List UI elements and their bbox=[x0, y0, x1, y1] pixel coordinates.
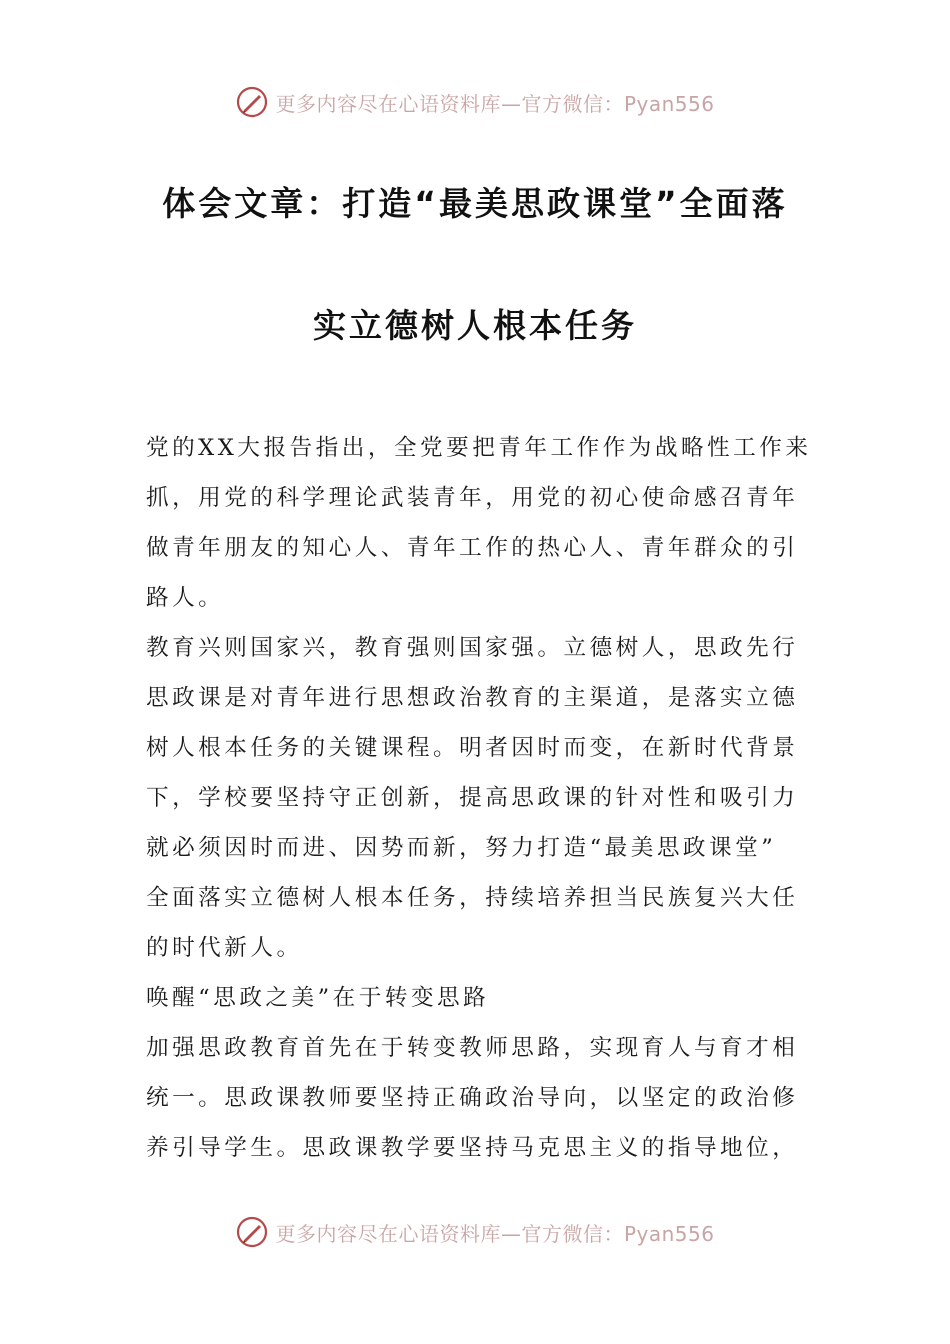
body-line: 做青年朋友的知心人、青年工作的热心人、青年群众的引 bbox=[146, 535, 799, 561]
body-line: 路人。 bbox=[146, 585, 225, 611]
footer-watermark bbox=[0, 1212, 950, 1252]
document-title-line-2: 实立德树人根本任务 bbox=[313, 306, 637, 345]
body-line: 就必须因时而进、因势而新，努力打造“最美思政课堂” bbox=[146, 835, 777, 861]
body-line: 全面落实立德树人根本任务，持续培养担当民族复兴大任 bbox=[146, 885, 799, 911]
body-line: 下，学校要坚持守正创新，提高思政课的针对性和吸引力 bbox=[146, 785, 799, 811]
body-line: 统一。思政课教师要坚持正确政治导向，以坚定的政治修 bbox=[146, 1085, 799, 1111]
body-line: 抓，用党的科学理论武装青年，用党的初心使命感召青年 bbox=[146, 485, 799, 511]
section-heading: 唤醒“思政之美”在于转变思路 bbox=[146, 985, 490, 1011]
body-line: 加强思政教育首先在于转变教师思路，实现育人与育才相 bbox=[146, 1035, 799, 1061]
document-body bbox=[146, 423, 810, 1173]
body-line: 教育兴则国家兴，教育强则国家强。立德树人，思政先行 bbox=[146, 635, 799, 661]
pen-logo-icon bbox=[235, 85, 269, 119]
body-line: 思政课是对青年进行思想政治教育的主渠道，是落实立德 bbox=[146, 685, 799, 711]
body-line: 养引导学生。思政课教学要坚持马克思主义的指导地位， bbox=[146, 1135, 799, 1161]
header-watermark bbox=[0, 82, 950, 122]
document-title-line-1: 体会文章：打造“最美思政课堂”全面落 bbox=[162, 184, 788, 223]
body-line: 树人根本任务的关键课程。明者因时而变，在新时代背景 bbox=[146, 735, 799, 761]
watermark-text: 更多内容尽在心语资料库—官方微信：Pyan556 bbox=[275, 91, 715, 116]
pen-logo-icon bbox=[235, 1215, 269, 1249]
watermark-text: 更多内容尽在心语资料库—官方微信：Pyan556 bbox=[275, 1221, 715, 1246]
body-line: 党的XX大报告指出，全党要把青年工作作为战略性工作来 bbox=[146, 435, 812, 461]
body-line: 的时代新人。 bbox=[146, 935, 303, 961]
